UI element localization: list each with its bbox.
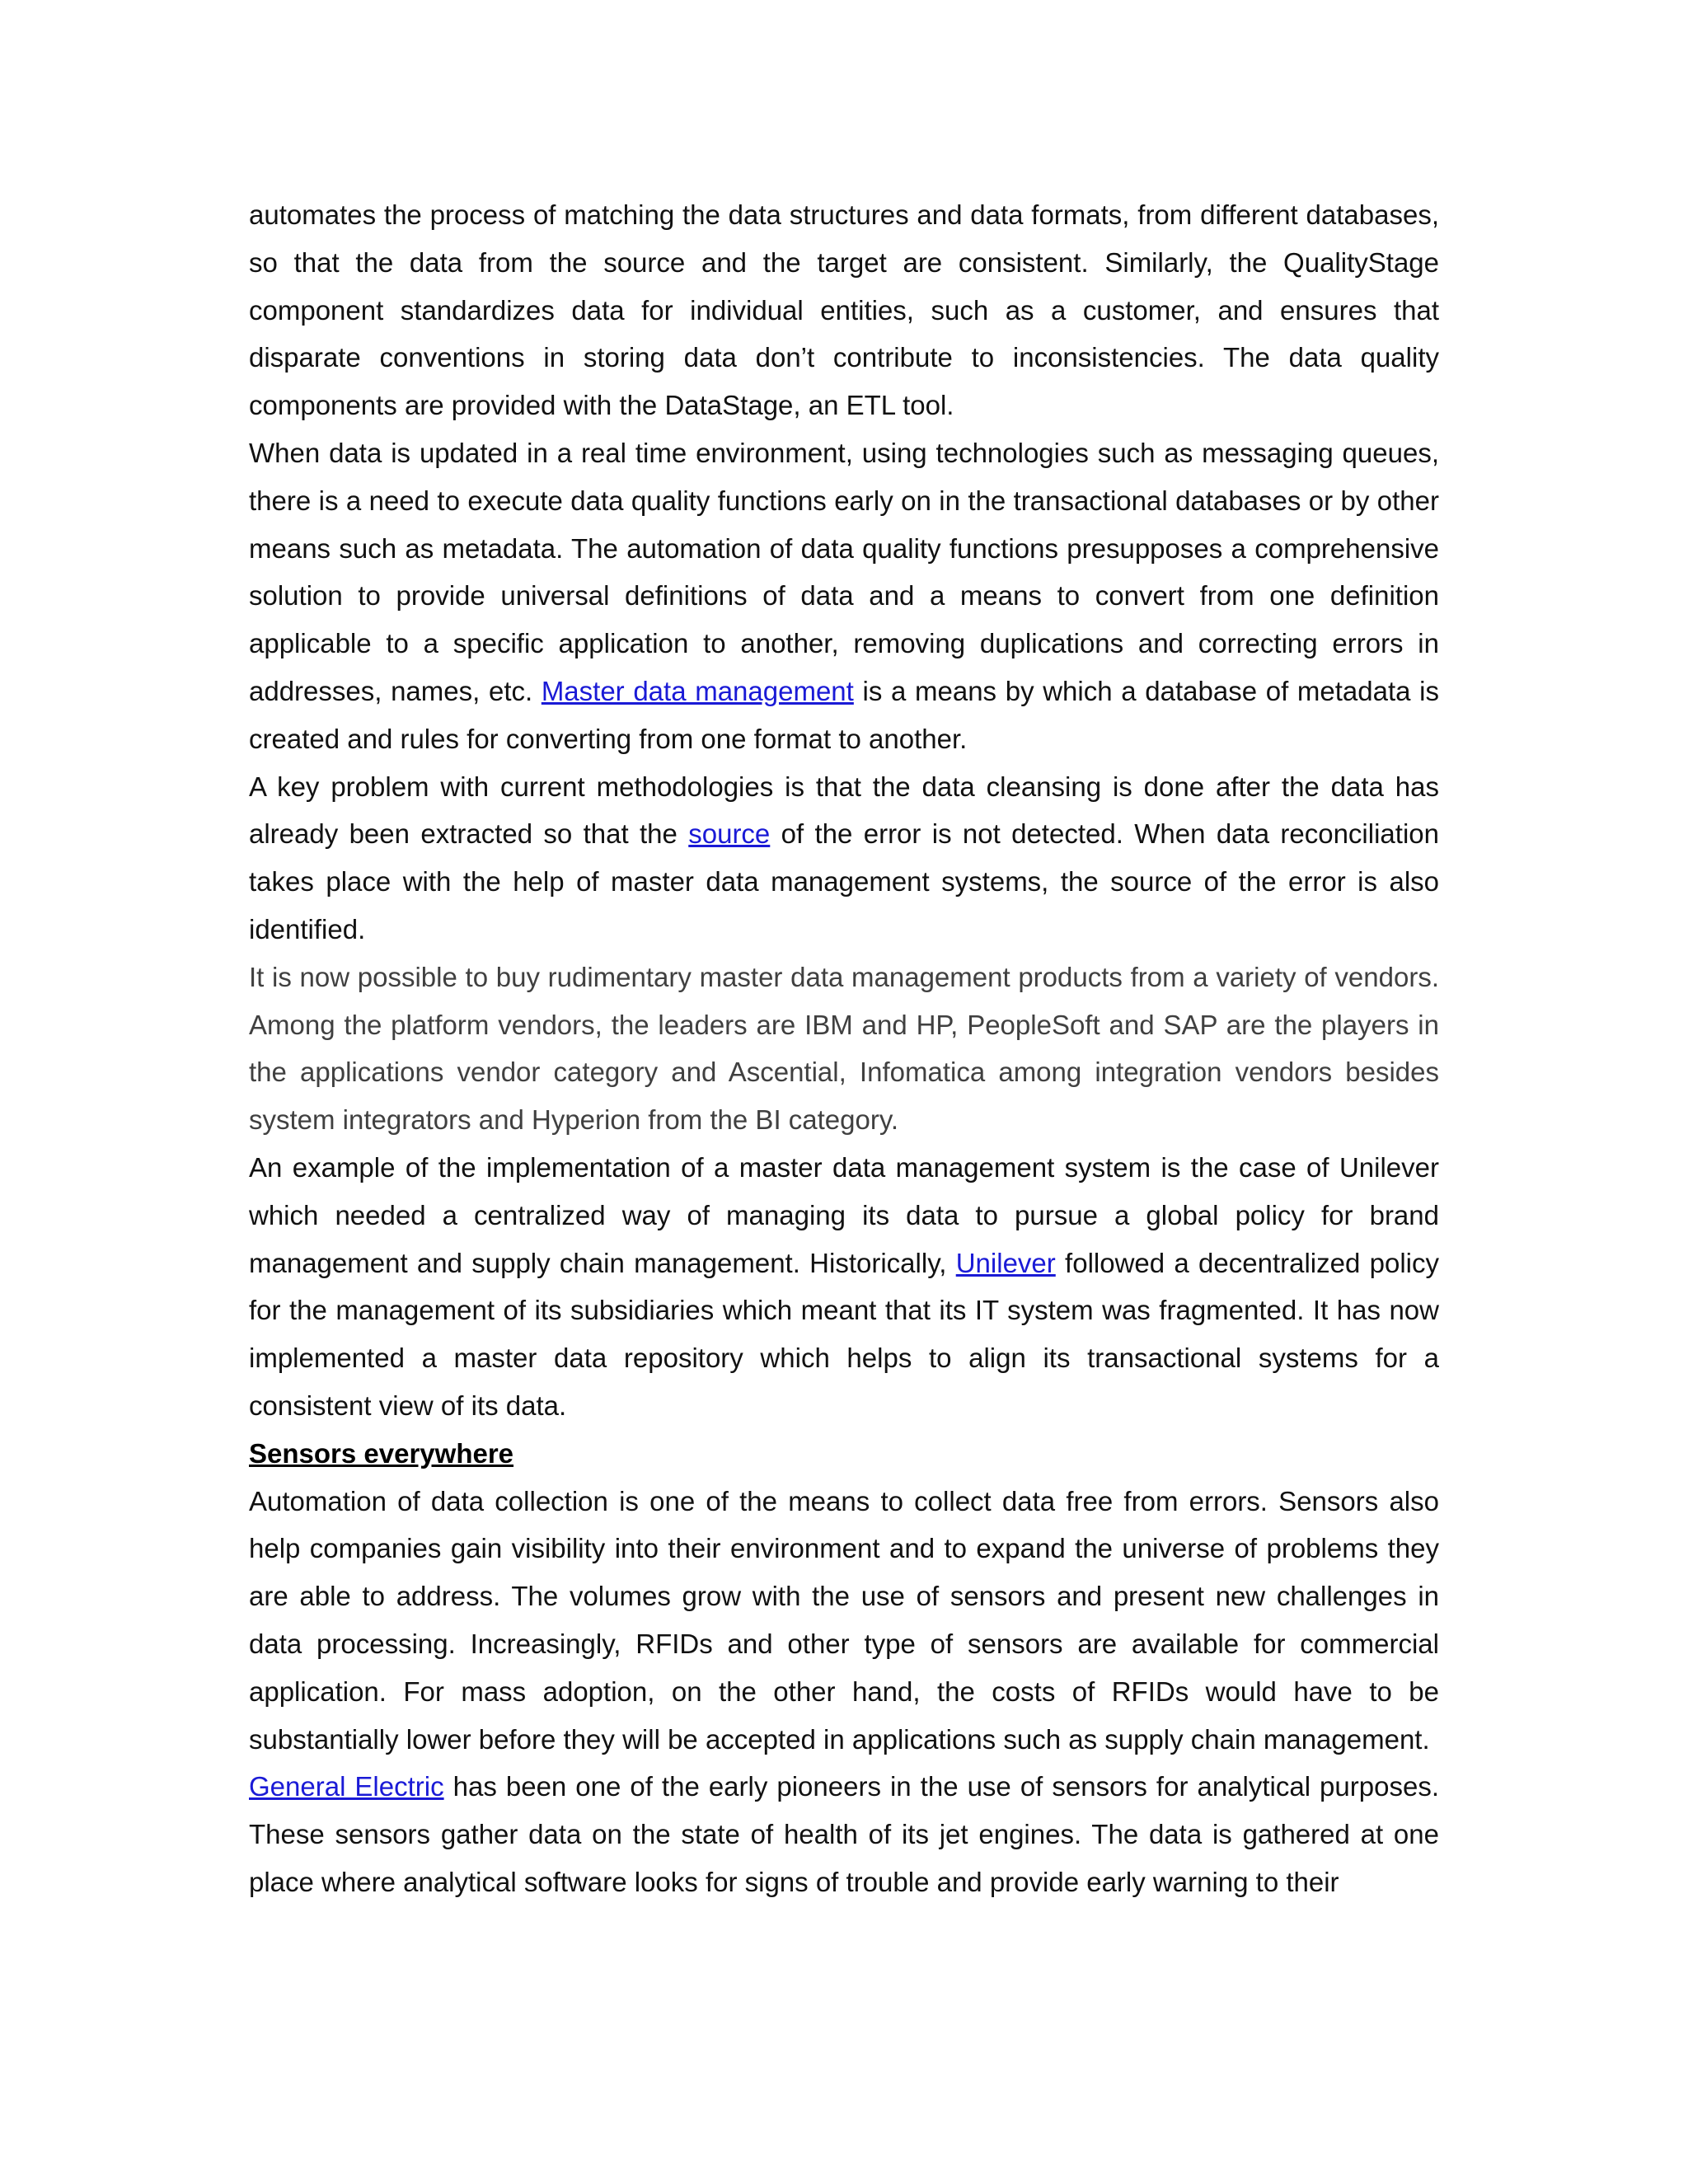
paragraph-text: of the error is not detected. When data reconciliation takes place with the help of master data management systems, the source of the error is also identified. — [249, 818, 1439, 944]
paragraph-automation-sensors — [249, 1478, 1439, 1764]
section-heading — [249, 1430, 1439, 1478]
paragraph-vendors — [249, 954, 1439, 1144]
paragraph-text: automates the process of matching the data structures and data formats, from different databases, so that the data from the source and the target are consistent. Similarly, the QualityStage component standardizes data for individual entities, such as a customer, and ensures that disparate conventions in storing data don’t contribute to inconsistencies. The data quality components are provided with the DataStage, an ETL tool. — [249, 199, 1439, 421]
paragraph-text: followed a decentralized policy for the management of its subsidiaries which meant that its IT system was fragmented. It has now implemented a master data repository which helps to align its transactional systems for a consistent view of its data. — [249, 1247, 1440, 1421]
paragraph-text: has been one of the early pioneers in the use of sensors for analytical purposes. These sensors gather data on the state of health of its jet engines. The data is gathered at one place where analytical software looks for signs of trouble and provide early warning to their — [249, 1771, 1439, 1897]
paragraph-unilever-example — [249, 1144, 1439, 1430]
paragraph-real-time-data — [249, 429, 1439, 763]
unilever-link[interactable]: Unilever — [955, 1247, 1056, 1278]
document-body — [249, 191, 1439, 1906]
paragraph-text: is a means by which a database of metadata is created and rules for converting from one format to another. — [249, 675, 1439, 754]
sensors-everywhere-heading: Sensors everywhere — [249, 1437, 514, 1469]
source-link[interactable]: source — [688, 818, 771, 850]
paragraph-text: When data is updated in a real time environment, using technologies such as messaging queues, there is a need to execute data quality functions early on in the transactional databases or by other means such as metadata. The automation of data quality functions presupposes a comprehensive solution to provide universal definitions of data and a means to convert from one definition applicable to a specific application to another, removing duplications and correcting errors in addresses, names, etc. — [249, 437, 1439, 706]
paragraph-data-structures — [249, 191, 1439, 429]
paragraph-text: Automation of data collection is one of the means to collect data free from errors. Sensors also help companies gain visibility into their environment and to expand the universe of problems they are able to address. The volumes grow with the use of sensors and present new challenges in data processing. Increasingly, RFIDs and other type of sensors are available for commercial application. For mass adoption, on the other hand, the costs of RFIDs would have to be substantially lower before they will be accepted in applications such as supply chain management. — [249, 1485, 1439, 1755]
paragraph-general-electric — [249, 1763, 1439, 1905]
paragraph-text: It is now possible to buy rudimentary master data management products from a variety of vendors. Among the platform vendors, the leaders are IBM and HP, PeopleSoft and SAP are the players in the applications vendor category and Ascential, Infomatica among integration vendors besides system integrators and Hyperion from the BI category. — [249, 961, 1439, 1136]
master-data-management-link[interactable]: Master data management — [541, 675, 854, 706]
paragraph-text: An example of the implementation of a master data management system is the case of Unilever which needed a centralized way of managing its data to pursue a global policy for brand management and supply chain management. Historically, — [249, 1151, 1439, 1278]
general-electric-link[interactable]: General Electric — [249, 1771, 444, 1802]
paragraph-text: A key problem with current methodologies is that the data cleansing is done after the data has already been extracted so that the — [249, 771, 1439, 850]
paragraph-key-problem — [249, 763, 1439, 954]
